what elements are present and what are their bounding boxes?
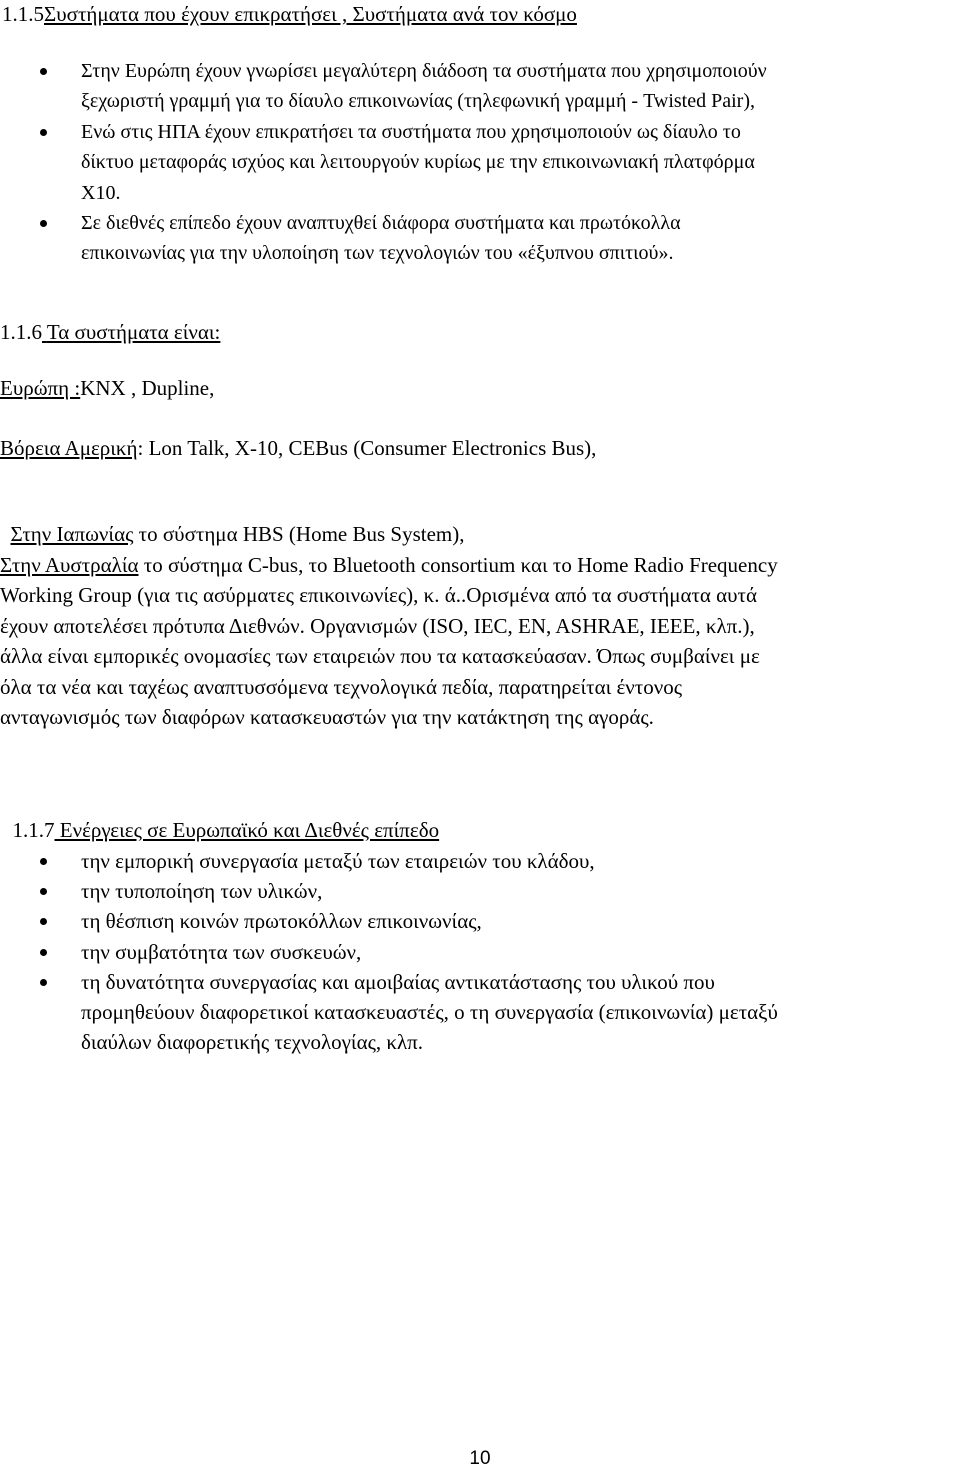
section-title: Συστήματα που έχουν επικρατήσει , Συστήματα ανά τον κόσμο: [44, 2, 577, 26]
region-label-australia: Στην Αυστραλία: [0, 553, 139, 577]
bullet-icon: [40, 949, 47, 956]
list-item-text: την συμβατότητα των συσκευών,: [81, 939, 362, 964]
list-item-text: την εμπορική συνεργασία μεταξύ των εταιρειών του κλάδου,: [81, 849, 595, 873]
section-number: 1.1.7: [12, 818, 55, 842]
list-item: [0, 906, 960, 936]
australia-systems-paragraph: [0, 550, 960, 732]
section-number: 1.1.5: [2, 2, 44, 26]
america-systems: : Lon Talk, X-10, CEBus (Consumer Electronics Bus),: [137, 436, 597, 460]
bullet-icon: [40, 129, 47, 136]
list-item: [0, 846, 960, 876]
region-label-america: Βόρεια Αμερική: [0, 436, 138, 460]
bullet-list-1-1-7: [0, 846, 960, 1057]
section-title: [42, 320, 220, 344]
bullet-icon: [40, 979, 47, 986]
section-heading-1-1-6: [0, 318, 220, 346]
bullet-icon: [40, 68, 47, 75]
section-title-text: Τα συστήματα είναι:: [46, 320, 221, 344]
list-item-text: Στην Ευρώπη έχουν γνωρίσει μεγαλύτερη διάδοση τα συστήματα που χρησιμοποιούν ξεχωριστή γραμμή για το δίαυλο επικοινωνίας (τηλεφωνική γραμμή - Twisted Pair),: [81, 60, 767, 113]
list-item-text: Σε διεθνές επίπεδο έχουν αναπτυχθεί διάφορα συστήματα και πρωτόκολλα επικοινωνίας για την υλοποίηση των τεχνολογιών του «έξυπνου σπιτιού».: [81, 212, 681, 265]
section-heading-1-1-5: [2, 0, 577, 28]
section-title: Ενέργειες σε Ευρωπαϊκό και Διεθνές επίπεδο: [54, 818, 440, 842]
section-heading-1-1-7: [2, 788, 439, 844]
region-label-japan: Στην Ιαπωνίας: [10, 522, 134, 546]
list-item: [0, 876, 960, 906]
europe-systems-line: [0, 374, 214, 402]
list-item: [0, 937, 960, 967]
page-number: 10: [469, 1448, 491, 1469]
list-item: [0, 967, 960, 1058]
bullet-list-1-1-5: [0, 56, 960, 269]
region-label-europe: Ευρώπη :: [0, 376, 81, 400]
australia-systems: το σύστημα C-bus, το Bluetooth consortium και το Home Radio Frequency Working Group (για τις ασύρματες επικοινωνίες), κ. ά..Ορισμένα από τα συστήματα αυτά έχουν αποτελέσει πρότυπα Διεθνών. Οργανισμών (ISO, IEC, EN, ASHRAE, IEEE, κλπ.), άλλα είναι εμπορικές ονομασίες των εταιρειών που τα κατασκεύασαν. Όπως συμβαίνει με όλα τα νέα και ταχέως αναπτυσσόμενα τεχνολογικά πεδία, παρατηρείται έντονος ανταγωνισμός των διαφόρων κατασκευαστών για την κατάκτηση της αγοράς.: [0, 553, 778, 730]
list-item-text: Ενώ στις ΗΠΑ έχουν επικρατήσει τα συστήματα που χρησιμοποιούν ως δίαυλο το δίκτυο μεταφοράς ισχύος και λειτουργούν κυρίως με την επικοινωνιακή πλατφόρμα Χ10.: [81, 120, 755, 204]
bullet-icon: [40, 918, 47, 925]
list-item-text: τη θέσπιση κοινών πρωτοκόλλων επικοινωνίας,: [81, 909, 482, 934]
europe-systems: KNX , Dupline,: [80, 376, 215, 400]
japan-systems: το σύστημα HBS (Home Bus System),: [133, 522, 465, 546]
section-number: 1.1.6: [0, 320, 42, 344]
bullet-icon: [40, 220, 47, 227]
america-systems-line: [0, 434, 596, 462]
list-item-text: τη δυνατότητα συνεργασίας και αμοιβαίας αντικατάστασης του υλικού που προμηθεύουν διαφορετικοί κατασκευαστές, ο τη συνεργασία (επικοινωνία) μεταξύ διαύλων διαφορετικής τεχνολογίας, κλπ.: [81, 969, 778, 1055]
list-item-text: την τυποποίηση των υλικών,: [81, 879, 323, 904]
list-item: [0, 208, 960, 269]
japan-systems-line: [0, 492, 465, 548]
bullet-icon: [40, 888, 47, 895]
list-item: [0, 56, 960, 117]
bullet-icon: [40, 858, 47, 865]
list-item: [0, 117, 960, 208]
